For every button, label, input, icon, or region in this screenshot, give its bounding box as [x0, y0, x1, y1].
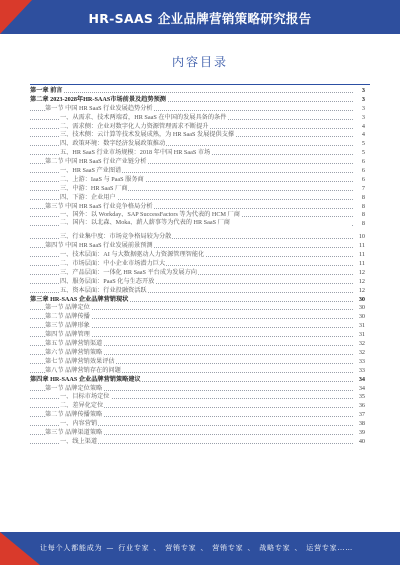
toc-entry-label: 第三节 品牌渠道策略 [45, 428, 103, 436]
toc-page-number: 30 [358, 295, 365, 303]
toc-page-number: 31 [358, 331, 365, 339]
toc-entry-label: 第三章 HR-SAAS 企业品牌营销现状 [30, 295, 129, 303]
toc-entry[interactable] [30, 149, 365, 158]
toc-entry-label: 第二章 2023-2028年HR-SAAS市场前景及趋势预测 [30, 95, 166, 103]
toc-entry[interactable] [30, 278, 365, 287]
toc-divider [30, 84, 370, 85]
toc-page-number: 34 [358, 384, 365, 392]
toc-entry[interactable] [30, 393, 365, 402]
toc-heading: 内容目录 [171, 55, 228, 69]
toc-entry-label: 二、需求侧：企业对数字化人力资源管理需求不断提升 [60, 122, 209, 130]
toc-entry-label: 三、行业集中度：市场竞争格局较为分散 [60, 233, 172, 241]
toc-page-number: 11 [359, 251, 365, 259]
toc-page-number: 30 [358, 304, 365, 312]
toc-entry[interactable] [30, 420, 365, 429]
toc-entry-label: 五、资本层面：行业投融资活跃 [60, 286, 147, 294]
toc-entry-label: 第一节 中国 HR SaaS 行业发展趋势分析 [45, 104, 153, 112]
toc-entry[interactable] [30, 429, 365, 438]
toc-entry-label: 五、HR SaaS 行业市场规模：2018 年中国 HR SaaS 市场 [60, 149, 211, 157]
toc-entry-label: 第二节 品牌传播策略 [45, 411, 103, 419]
toc-entry-label: 第五节 品牌营销渠道 [45, 340, 103, 348]
toc-page-number: 4 [361, 131, 365, 139]
toc-entry-label: 第八节 品牌营销存在的问题 [45, 366, 121, 374]
footer-accent [0, 532, 40, 565]
toc-page-number: 30 [358, 313, 365, 321]
toc-page-number: 11 [359, 260, 365, 268]
toc-entry-label: 第二节 中国 HR SaaS 行业产业链分析 [45, 158, 147, 166]
toc-entry-label: 第一章 前言 [30, 87, 63, 94]
header-bar [0, 0, 400, 34]
toc-page-number: 35 [358, 393, 365, 401]
report-title: HR-SAAS 企业品牌营销策略研究报告 [88, 11, 312, 26]
toc-entry-label: 一、目标市场定位 [60, 393, 110, 401]
toc-chapter-entry[interactable] [30, 87, 365, 96]
toc-entry[interactable] [30, 114, 365, 123]
toc-page-number: 36 [358, 402, 365, 410]
toc-entry[interactable] [30, 158, 365, 167]
toc-page-number: 32 [358, 340, 365, 348]
toc-entry-label: 二、差异化定位 [60, 402, 104, 410]
toc-entry[interactable] [30, 176, 365, 185]
toc-page-number: 6 [361, 167, 365, 175]
toc-entry-label: 三、技术侧：云计算等技术发展成熟，为 HR SaaS 发展提供支撑 [60, 131, 235, 139]
footer-slogan-item: 营销专家 [212, 544, 244, 552]
toc-entry-label: 一、国外：以 Workday、SAP SuccessFactors 等为代表的 HCM 厂商 [60, 211, 240, 219]
toc-entry[interactable] [30, 242, 365, 251]
toc-chapter-entry[interactable] [30, 376, 365, 385]
toc-page-number: 12 [358, 286, 365, 294]
toc-page-number: 12 [358, 268, 365, 276]
toc-entry-label: 三、中游：HR SaaS 厂商 [60, 184, 128, 192]
toc-page-number: 8 [361, 193, 365, 201]
toc-entry[interactable] [30, 220, 365, 233]
toc-entry-label: 第七节 品牌营销效果评估 [45, 357, 115, 365]
toc-page-number: 5 [361, 140, 365, 148]
footer-slogan-lead: 让每个人都能成为 [40, 544, 103, 552]
toc-entry-label: 二、市场层面：中小企业市场潜力巨大 [60, 260, 166, 268]
toc-entry[interactable] [30, 194, 365, 203]
toc-leader-dots [30, 92, 353, 93]
toc-entry[interactable] [30, 322, 365, 331]
toc-page-number: 11 [359, 242, 365, 250]
toc-page-number: 6 [361, 175, 365, 183]
toc-entry-label: 第四章 HR-SAAS 企业品牌营销策略建议 [30, 375, 141, 383]
table-of-contents [30, 87, 365, 447]
toc-entry[interactable] [30, 269, 365, 278]
toc-page-number: 7 [361, 184, 365, 192]
toc-page-number: 3 [361, 104, 365, 112]
toc-entry-label: 一、线上渠道 [60, 437, 98, 445]
toc-entry[interactable] [30, 340, 365, 349]
toc-entry-label: 第三节 品牌形象 [45, 322, 90, 330]
toc-entry[interactable] [30, 287, 365, 296]
footer-slogan-item: 战略专家 [259, 544, 291, 552]
toc-page-number: 38 [358, 420, 365, 428]
toc-entry[interactable] [30, 313, 365, 322]
toc-page-number: 5 [361, 149, 365, 157]
toc-entry[interactable] [30, 331, 365, 340]
toc-page-number: 33 [358, 357, 365, 365]
toc-entry[interactable] [30, 131, 365, 140]
toc-entry[interactable] [30, 260, 365, 269]
toc-entry[interactable] [30, 251, 365, 260]
toc-entry-label: 第四节 品牌管理 [45, 331, 90, 339]
toc-entry[interactable] [30, 105, 365, 114]
toc-entry-label: 四、下游：企业用户 [60, 193, 116, 201]
toc-entry[interactable] [30, 402, 365, 411]
toc-entry[interactable] [30, 411, 365, 420]
toc-entry-label: 第六节 品牌营销策略 [45, 348, 103, 356]
footer-slogan-item: 运营专家…… [306, 544, 354, 552]
toc-page-number: 3 [361, 95, 365, 103]
toc-page-number: 31 [358, 322, 365, 330]
toc-entry-label: 第二节 品牌传播 [45, 313, 90, 321]
toc-chapter-entry[interactable] [30, 96, 365, 105]
toc-entry[interactable] [30, 438, 365, 447]
toc-entry-label: 一、HR SaaS 产业图谱 [60, 167, 122, 175]
toc-entry[interactable] [30, 358, 365, 367]
toc-entry-label: 二、国内：以北森、Moka、薪人薪事等为代表的 HR SaaS 厂商 [60, 220, 351, 227]
toc-page-number: 6 [361, 158, 365, 166]
toc-entry-label: 一、从需求、技术两端看，HR SaaS 在中国的发展具备的条件 [60, 113, 227, 121]
toc-entry-label: 四、政策环境：数字经济发展政策推动 [60, 140, 166, 148]
toc-page-number: 39 [358, 428, 365, 436]
footer-bar [0, 532, 400, 565]
toc-page-number: 37 [358, 411, 365, 419]
toc-page-number: 3 [361, 87, 365, 94]
toc-entry[interactable] [30, 349, 365, 358]
footer-slogan-item: 营销专家 [165, 544, 197, 552]
toc-page-number: 3 [361, 113, 365, 121]
toc-page-number: 32 [358, 348, 365, 356]
toc-entry-label: 第四节 中国 HR SaaS 行业发展前景预测 [45, 242, 153, 250]
toc-entry-label: 二、上游：IaaS 与 PaaS 服务商 [60, 175, 144, 183]
toc-entry-label: 第一节 品牌定位策略 [45, 384, 103, 392]
toc-page-number: 33 [358, 366, 365, 374]
footer-slogan-item: 行业专家 [118, 544, 150, 552]
toc-entry[interactable] [30, 185, 365, 194]
toc-entry[interactable] [30, 233, 365, 242]
footer-slogan: 让每个人都能成为 — 行业专家 、 营销专家 、 营销专家 、 战略专家 、 运营专家…… [40, 544, 354, 552]
toc-entry-label: 一、技术层面：AI 与大数据驱动人力资源管理智能化 [60, 251, 205, 259]
toc-entry-label: 一、内容营销 [60, 420, 98, 428]
toc-page-number: 12 [358, 277, 365, 285]
toc-entry[interactable] [30, 367, 365, 376]
toc-page-number: 4 [361, 122, 365, 130]
toc-page-number: 10 [358, 233, 365, 241]
toc-entry[interactable] [30, 140, 365, 149]
toc-page-number: 8 [361, 202, 365, 210]
toc-page-number: 8 [361, 220, 365, 228]
toc-page-number: 34 [358, 375, 365, 383]
toc-entry[interactable] [30, 167, 365, 176]
toc-page-number: 40 [358, 437, 365, 445]
toc-entry-label: 三、产品层面：一体化 HR SaaS 平台成为发展方向 [60, 268, 197, 276]
toc-page-number: 8 [361, 211, 365, 219]
toc-entry-label: 四、服务层面：PaaS 化与生态开放 [60, 277, 155, 285]
toc-entry-label: 第一节 品牌定位 [45, 304, 90, 312]
toc-entry-label: 第三节 中国 HR SaaS 行业竞争格局分析 [45, 202, 153, 210]
